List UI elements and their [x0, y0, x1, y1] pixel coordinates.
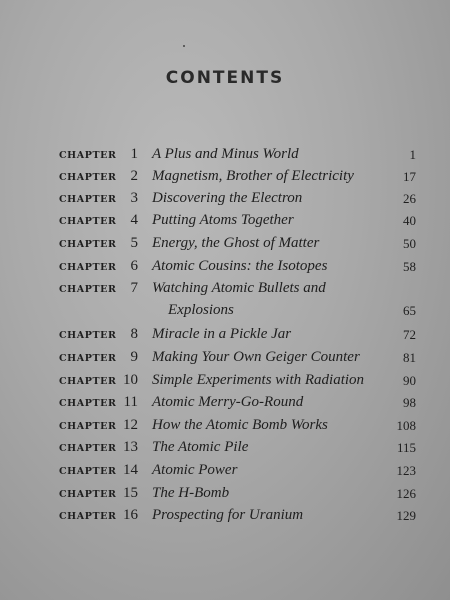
page-title: CONTENTS — [165, 68, 285, 88]
chapter-title: The H-Bomb — [152, 485, 230, 501]
page-number: 17 — [403, 169, 416, 184]
page-number: 81 — [403, 350, 416, 365]
chapter-label: CHAPTER — [59, 353, 117, 364]
chapter-number: 5 — [130, 235, 138, 251]
chapter-label: CHAPTER — [59, 284, 117, 295]
chapter-number: 6 — [130, 258, 138, 274]
chapter-title: Atomic Cousins: the Isotopes — [152, 258, 328, 274]
chapter-number: 9 — [130, 349, 138, 365]
chapter-label: CHAPTER — [59, 262, 117, 273]
chapter-number: 3 — [130, 190, 138, 206]
chapter-title: Putting Atoms Together — [152, 212, 294, 228]
toc-entry — [0, 485, 450, 505]
chapter-label: CHAPTER — [59, 239, 117, 250]
toc-entry — [0, 280, 450, 324]
page-number: 50 — [403, 236, 416, 251]
chapter-number: 8 — [130, 326, 138, 342]
page-number: 65 — [403, 303, 416, 318]
chapter-title: Magnetism, Brother of Electricity — [152, 168, 354, 184]
chapter-title: How the Atomic Bomb Works — [152, 417, 328, 433]
toc-entry — [0, 507, 450, 527]
page-number: 123 — [396, 463, 416, 478]
page-number: 129 — [396, 508, 416, 523]
chapter-number: 4 — [130, 212, 138, 228]
toc-entry — [0, 326, 450, 346]
chapter-label: CHAPTER — [59, 216, 117, 227]
chapter-title: Discovering the Electron — [152, 190, 303, 206]
toc-entry — [0, 394, 450, 414]
chapter-number: 1 — [130, 146, 138, 162]
chapter-title: Watching Atomic Bullets and — [152, 280, 326, 296]
page-number: 115 — [396, 440, 416, 455]
chapter-title: Energy, the Ghost of Matter — [152, 235, 320, 251]
chapter-label: CHAPTER — [59, 511, 117, 522]
toc-entry — [0, 212, 450, 232]
chapter-title-continuation: Explosions — [168, 302, 234, 318]
chapter-title: Miracle in a Pickle Jar — [152, 326, 292, 342]
page-number: 26 — [403, 191, 416, 206]
toc-entry — [0, 235, 450, 255]
toc-entry — [0, 372, 450, 392]
page-number: 98 — [403, 395, 416, 410]
chapter-label: CHAPTER — [59, 398, 117, 409]
chapter-number: 15 — [123, 485, 138, 501]
chapter-label: CHAPTER — [59, 376, 117, 387]
chapter-title: The Atomic Pile — [152, 439, 249, 455]
page-number: 72 — [403, 327, 416, 342]
chapter-label: CHAPTER — [59, 194, 117, 205]
toc-entry — [0, 349, 450, 369]
chapter-label: CHAPTER — [59, 150, 117, 161]
chapter-number: 12 — [123, 417, 138, 433]
chapter-label: CHAPTER — [59, 172, 117, 183]
chapter-label: CHAPTER — [59, 421, 117, 432]
chapter-number: 10 — [123, 372, 138, 388]
toc-entry — [0, 168, 450, 188]
chapter-number: 11 — [123, 394, 138, 410]
chapter-number: 16 — [123, 507, 138, 523]
toc-entry — [0, 258, 450, 278]
chapter-label: CHAPTER — [59, 330, 117, 341]
toc-entry — [0, 462, 450, 482]
toc-entry — [0, 190, 450, 210]
chapter-number: 7 — [130, 280, 138, 296]
page-number: 126 — [396, 486, 416, 501]
chapter-title: A Plus and Minus World — [152, 146, 299, 162]
chapter-label: CHAPTER — [59, 489, 117, 500]
chapter-title: Simple Experiments with Radiation — [152, 372, 365, 388]
chapter-title: Atomic Merry-Go-Round — [152, 394, 304, 410]
chapter-number: 14 — [123, 462, 138, 478]
chapter-label: CHAPTER — [59, 466, 117, 477]
page-number: 58 — [403, 259, 416, 274]
page-number: 1 — [409, 147, 416, 162]
toc-entry — [0, 439, 450, 459]
toc-entry — [0, 146, 450, 166]
chapter-label: CHAPTER — [59, 443, 117, 454]
page-number: 40 — [403, 213, 416, 228]
page-number: 90 — [403, 373, 416, 388]
chapter-title: Prospecting for Uranium — [152, 507, 304, 523]
chapter-title: Making Your Own Geiger Counter — [152, 349, 360, 365]
chapter-number: 2 — [130, 168, 138, 184]
page-number: 108 — [396, 418, 416, 433]
toc-entry — [0, 417, 450, 437]
chapter-number: 13 — [123, 439, 138, 455]
chapter-title: Atomic Power — [152, 462, 238, 478]
